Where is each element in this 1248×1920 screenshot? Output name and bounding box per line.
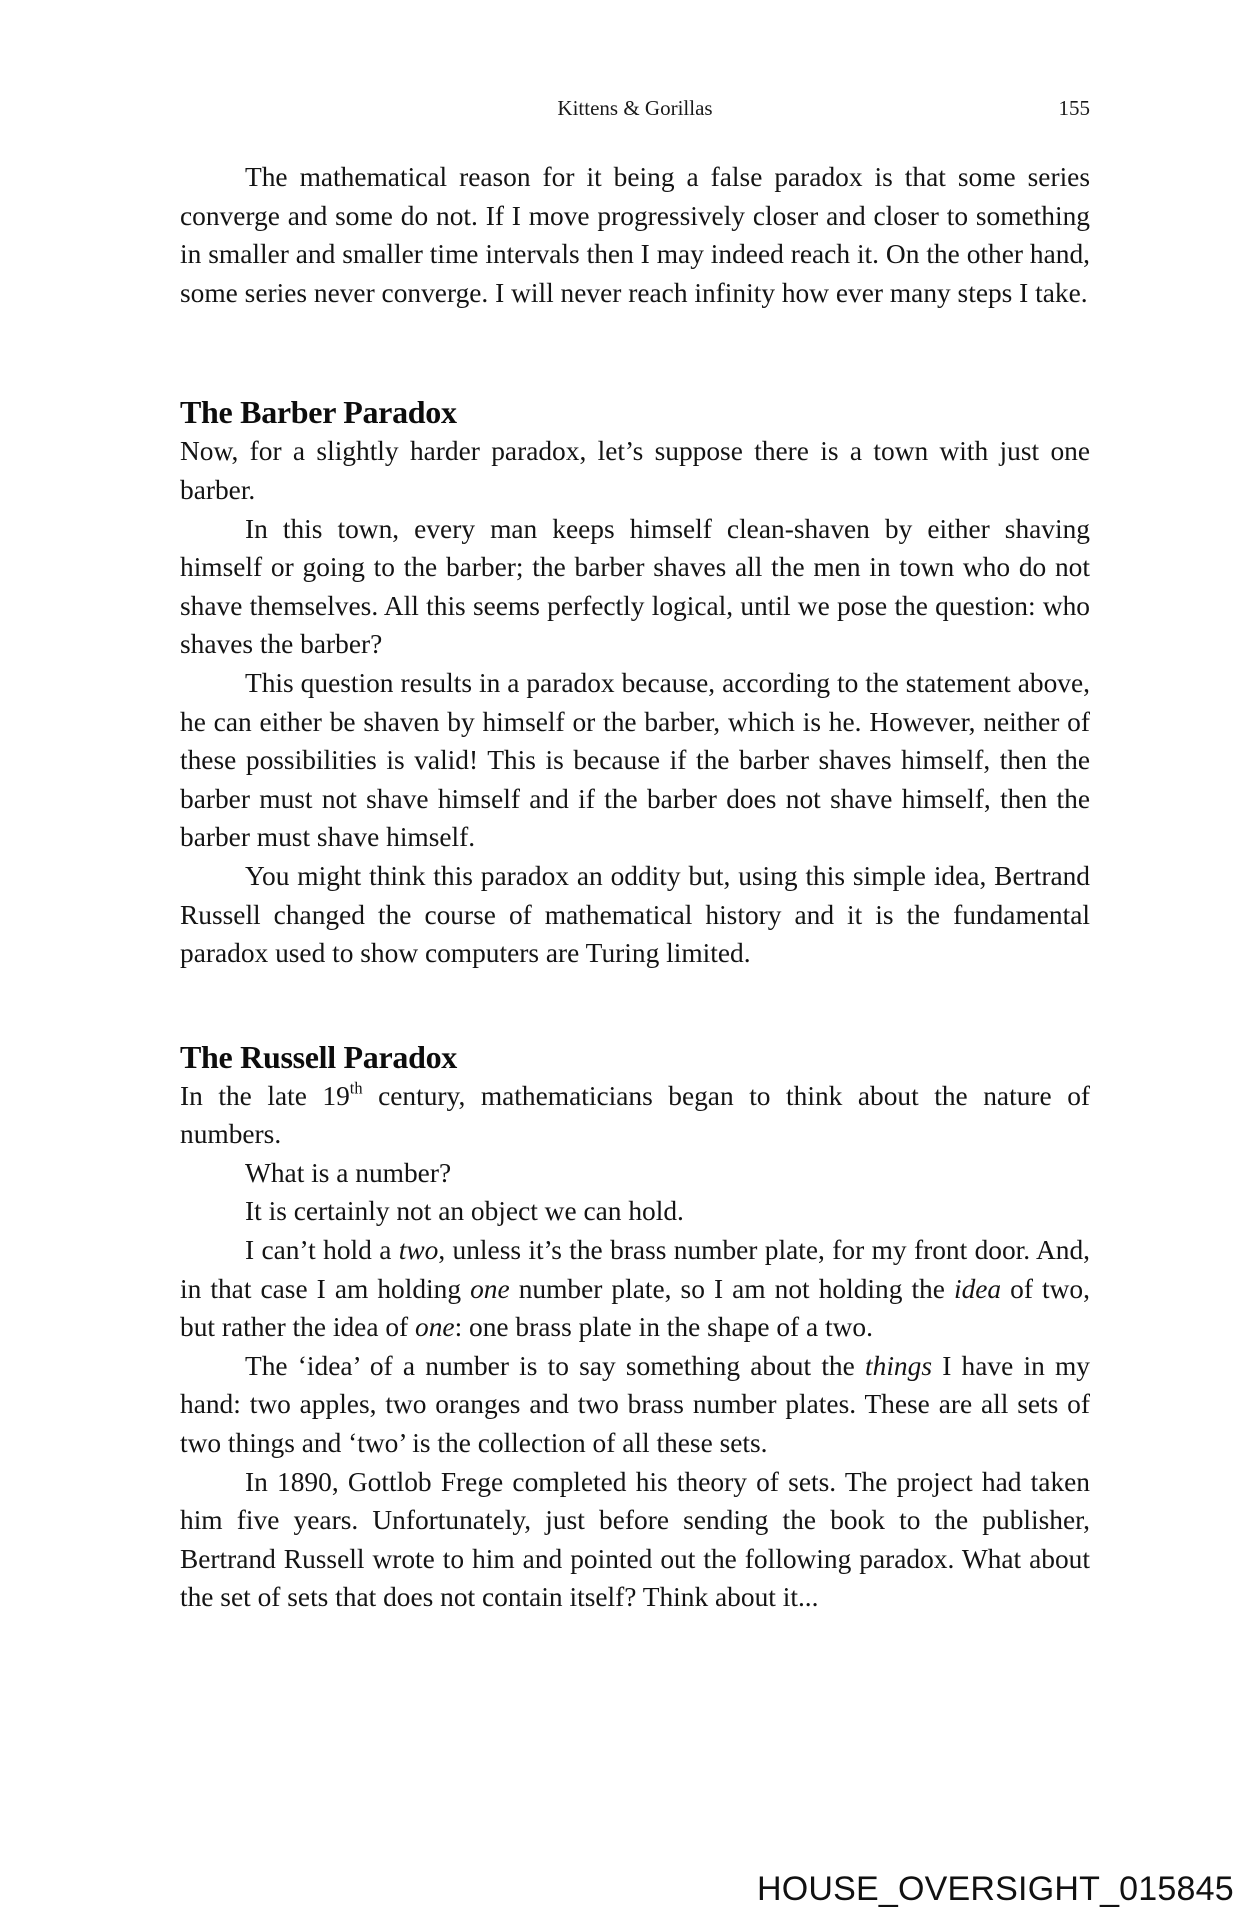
text-run: I have in my hand: two apples, two oranges and two brass number plates. These are all sets of two things and ‘two’ is the collection of all these sets.: [180, 1350, 1090, 1459]
text-run: century, mathematicians began to think about the nature of numbers.: [180, 1080, 1091, 1150]
section-spacer: [180, 312, 1090, 392]
italic-text: one: [470, 1273, 510, 1304]
paragraph: [180, 158, 1090, 312]
text-run: It is certainly not an object we can hold.: [245, 1196, 684, 1227]
text-run: This question results in a paradox because, according to the statement above, he can either be shaven by himself or the barber, which is he. However, neither of these possibilities is valid! This is because if the barber shaves himself, then the barber must not shave himself and if the barber does not shave himself, then the barber must shave himself.: [180, 667, 1090, 853]
section-russell-paradox: [180, 1037, 1090, 1617]
text-run: In 1890, Gottlob Frege completed his theory of sets. The project had taken him five years. Unfortunately, just before sending the book to the publisher, Bertrand Russell wrote to him and pointed out the following paradox. What about the set of sets that does not contain itself? Think about it...: [180, 1466, 1090, 1613]
running-header: [180, 96, 1090, 126]
bates-stamp: HOUSE_OVERSIGHT_015845: [757, 1870, 1234, 1908]
paragraph: [180, 1231, 1090, 1347]
text-run: The ‘idea’ of a number is to say something about the: [245, 1350, 866, 1381]
section-heading: The Russell Paradox: [180, 1038, 457, 1075]
section-body: [180, 1077, 1090, 1617]
italic-text: idea: [953, 1273, 1002, 1304]
paragraph: [180, 510, 1090, 664]
intro-section: [180, 158, 1090, 312]
paragraph: [180, 1154, 1090, 1193]
section-body: [180, 432, 1090, 972]
section-barber-paradox: [180, 392, 1090, 972]
section-heading: The Barber Paradox: [180, 394, 457, 431]
text-run: What is a number?: [245, 1157, 452, 1188]
text-run: The mathematical reason for it being a false paradox is that some series converge and some do not. If I move progressively closer and closer to something in smaller and smaller time intervals then I may indeed reach it. On the other hand, some series never converge. I will never reach infinity how ever many steps I take.: [180, 162, 1090, 308]
italic-text: things: [865, 1350, 932, 1381]
italic-text: two: [398, 1235, 439, 1266]
text-run: : one brass plate in the shape of a two.: [454, 1312, 873, 1343]
text-run: of two, but rather the idea of: [180, 1273, 1090, 1343]
paragraph: [180, 1077, 1090, 1154]
paragraph: [180, 432, 1090, 509]
text-run: number plate, so I am not holding the: [509, 1273, 954, 1304]
text-run: Now, for a slightly harder paradox, let’s suppose there is a town with just one barber.: [180, 436, 1090, 505]
page-number: 155: [1058, 96, 1090, 120]
superscript-text: th: [349, 1078, 363, 1098]
paragraph: [180, 664, 1090, 857]
paragraph: [180, 1192, 1090, 1231]
text-run: You might think this paradox an oddity but, using this simple idea, Bertrand Russell changed the course of mathematical history and it is the fundamental paradox used to show computers are Turing limited.: [180, 860, 1090, 969]
text-run: In the late 19: [180, 1080, 350, 1111]
text-run: , unless it’s the brass number plate, for my front door. And, in that case I am holding: [180, 1235, 1090, 1304]
paragraph: [180, 1463, 1090, 1617]
italic-text: one: [415, 1312, 455, 1343]
section-spacer: [180, 973, 1090, 1037]
body-column: [180, 158, 1090, 1617]
running-title: Kittens & Gorillas: [557, 96, 713, 120]
paragraph: [180, 857, 1090, 973]
paragraph: [180, 1347, 1090, 1463]
text-run: I can’t hold a: [245, 1235, 399, 1266]
text-run: In this town, every man keeps himself clean-shaven by either shaving himself or going to the barber; the barber shaves all the men in town who do not shave themselves. All this seems perfectly logical, until we pose the question: who shaves the barber?: [180, 513, 1090, 660]
